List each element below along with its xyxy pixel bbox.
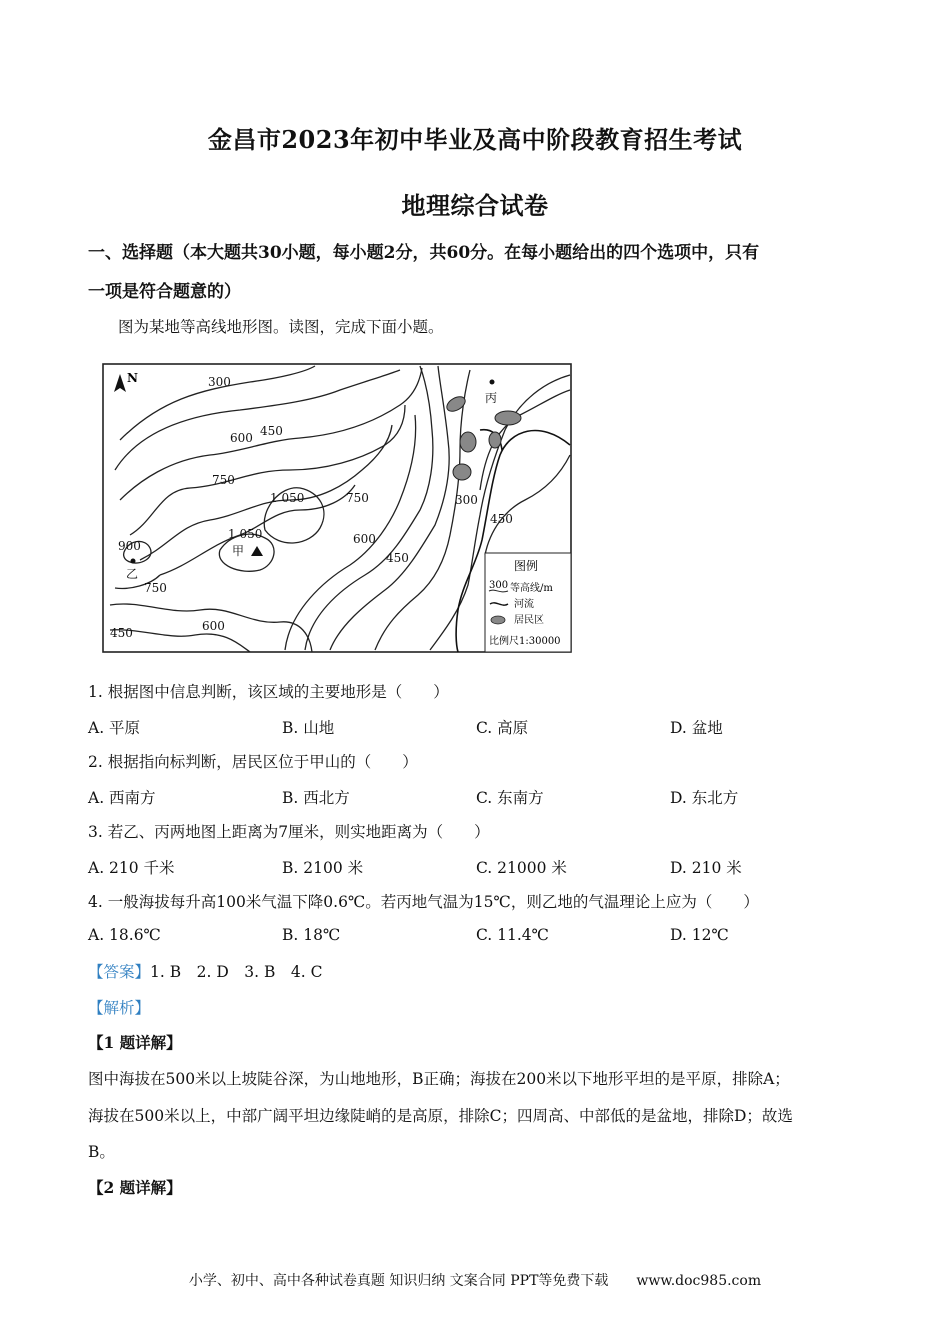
question-1-option-a: A. 平原 xyxy=(88,719,141,737)
label-1050-mid: 1 050 xyxy=(270,491,305,505)
question-2-option-d: D. 东北方 xyxy=(670,789,739,807)
intro-text: 图为某地等高线地形图。读图，完成下面小题。 xyxy=(118,318,444,336)
label-750-left: 750 xyxy=(212,473,235,487)
question-1-option-b: B. 山地 xyxy=(282,719,335,737)
label-450-top: 450 xyxy=(260,424,283,438)
label-900: 900 xyxy=(118,539,141,553)
point-bing xyxy=(490,380,495,385)
question-3-option-b: B. 2100 米 xyxy=(282,859,364,877)
analysis-label: 【解析】 xyxy=(88,999,151,1017)
question-3-option-a: A. 210 千米 xyxy=(88,859,175,877)
label-600-bottom: 600 xyxy=(202,619,225,633)
exam-title: 金昌市2023年初中毕业及高中阶段教育招生考试 xyxy=(207,125,743,154)
label-450-bottom: 450 xyxy=(110,626,133,640)
question-1-option-d: D. 盆地 xyxy=(670,719,723,737)
question-3-option-c: C. 21000 米 xyxy=(476,859,567,877)
question-4-option-c: C. 11.4℃ xyxy=(476,926,550,944)
label-600-mid: 600 xyxy=(353,532,376,546)
question-3-option-d: D. 210 米 xyxy=(670,859,742,877)
q1-detail-heading: 【1 题详解】 xyxy=(88,1033,182,1052)
label-yi: 乙 xyxy=(126,567,139,581)
question-2-stem: 2. 根据指向标判断，居民区位于甲山的（ ） xyxy=(88,753,418,771)
question-2-option-a: A. 西南方 xyxy=(88,789,156,807)
question-2-option-c: C. 东南方 xyxy=(476,789,544,807)
answer-line xyxy=(88,960,322,982)
point-yi xyxy=(131,559,136,564)
question-3-stem: 3. 若乙、丙两地图上距离为7厘米，则实地距离为（ ） xyxy=(88,823,490,841)
question-1-stem: 1. 根据图中信息判断，该区域的主要地形是（ ） xyxy=(88,683,449,701)
label-1050-peak: 1 050 xyxy=(228,527,263,541)
question-4-option-d: D. 12℃ xyxy=(670,926,729,944)
q1-detail-line3: B。 xyxy=(88,1143,115,1161)
label-450-mid: 450 xyxy=(386,551,409,565)
q1-detail-line1: 图中海拔在500米以上坡陡谷深，为山地地形，B正确；海拔在200米以下地形平坦的是平原，排除A； xyxy=(88,1070,790,1088)
answer-text: 1. B 2. D 3. B 4. C xyxy=(150,963,323,981)
legend-residential: 居民区 xyxy=(514,615,544,626)
label-jia: 甲 xyxy=(232,544,245,558)
question-4-option-b: B. 18℃ xyxy=(282,926,341,944)
answer-label: 【答案】 xyxy=(88,963,151,981)
legend-title: 图例 xyxy=(514,559,539,573)
page-footer: 小学、初中、高中各种试卷真题 知识归纳 文案合同 PPT等免费下载 www.doc985.com xyxy=(188,1273,762,1289)
legend-residential-icon xyxy=(491,616,505,624)
question-2-option-b: B. 西北方 xyxy=(282,789,350,807)
map-legend xyxy=(485,553,571,652)
section-heading-line1: 一、选择题（本大题共30小题，每小题2分，共60分。在每小题给出的四个选项中，只有 xyxy=(88,243,760,263)
legend-scale: 比例尺1:30000 xyxy=(489,636,561,647)
question-4-stem: 4. 一般海拔每升高100米气温下降0.6℃。若丙地气温为15℃，则乙地的气温理论上应为（ ） xyxy=(88,893,759,911)
legend-contour-value: 300 xyxy=(489,580,509,591)
q1-detail-line2: 海拔在500米以上，中部广阔平坦边缘陡峭的是高原，排除C；四周高、中部低的是盆地，排除D；故选 xyxy=(88,1107,793,1125)
q2-detail-heading: 【2 题详解】 xyxy=(88,1178,182,1197)
question-4-option-a: A. 18.6℃ xyxy=(88,926,161,944)
label-600-top: 600 xyxy=(230,431,253,445)
section-heading-line2: 一项是符合题意的） xyxy=(88,282,241,302)
legend-contour: 等高线/m xyxy=(510,583,553,594)
legend-river: 河流 xyxy=(514,599,534,610)
exam-subtitle: 地理综合试卷 xyxy=(401,191,549,220)
contour-map xyxy=(100,360,575,655)
label-450-right: 450 xyxy=(490,512,513,526)
label-bing: 丙 xyxy=(485,391,498,405)
label-300-right: 300 xyxy=(455,493,478,507)
label-750-mid: 750 xyxy=(346,491,369,505)
question-1-option-c: C. 高原 xyxy=(476,719,529,737)
label-300-top: 300 xyxy=(208,375,231,389)
north-label: N xyxy=(127,371,138,385)
label-750-low: 750 xyxy=(144,581,167,595)
